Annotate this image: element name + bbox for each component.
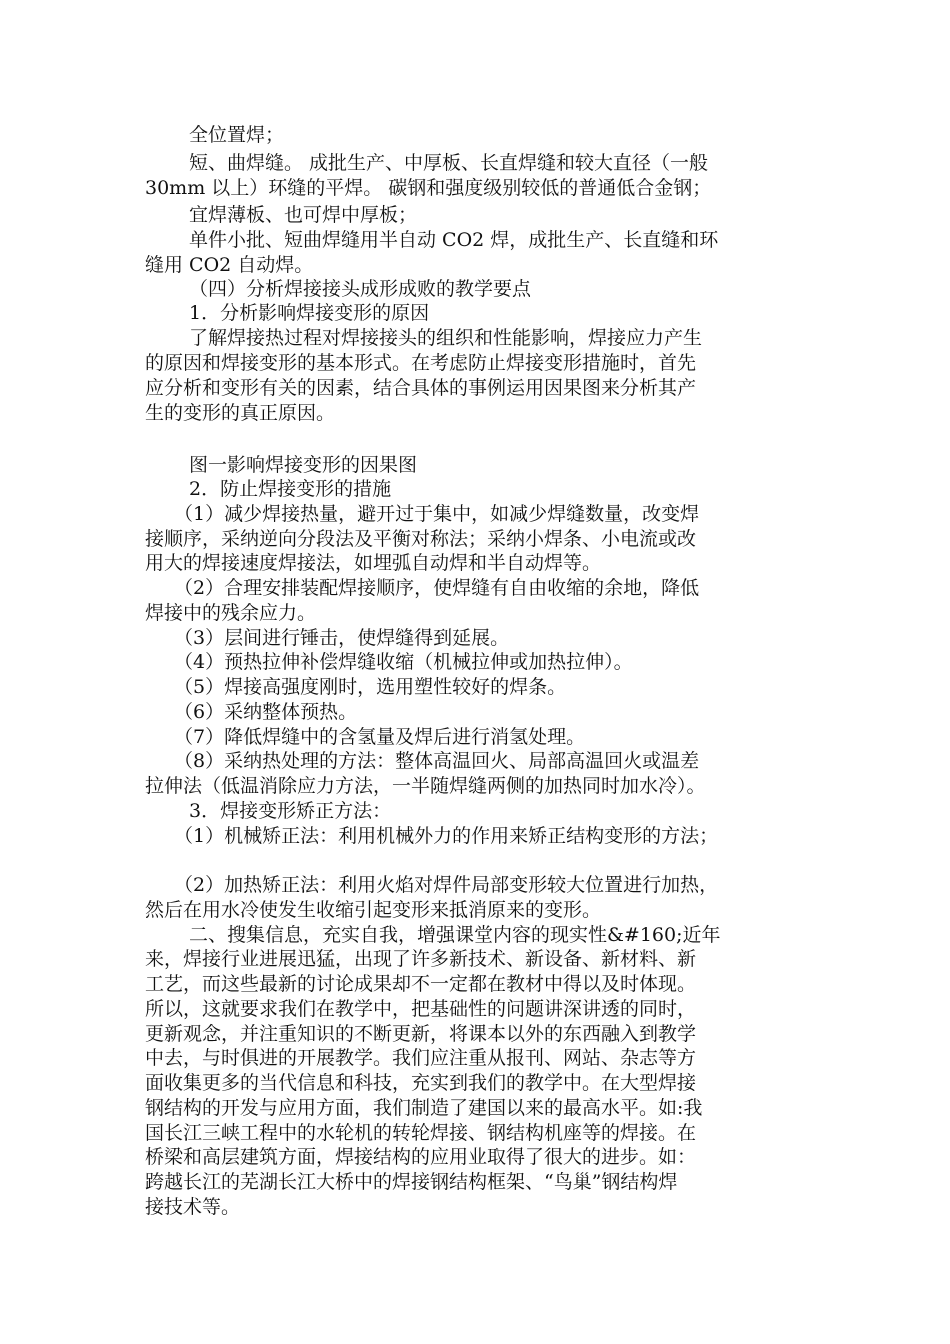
text-line: （1）机械矫正法：利用机械外力的作用来矫正结构变形的方法； <box>174 825 719 847</box>
text-line: 缝用 CO2 自动焊。 <box>145 254 314 276</box>
text-line: 接技术等。 <box>145 1196 241 1218</box>
text-line: 短、曲焊缝。 成批生产、中厚板、长直焊缝和较大直径（一般 <box>189 152 709 174</box>
text-line: 接顺序，采纳逆向分段法及平衡对称法；采纳小焊条、小电流或改 <box>145 528 697 550</box>
text-line: 生的变形的真正原因。 <box>145 402 336 424</box>
text-line: （6）采纳整体预热。 <box>174 701 358 723</box>
text-line: 应分析和变形有关的因素，结合具体的事例运用因果图来分析其产 <box>145 377 697 399</box>
text-line: 所以，这就要求我们在教学中，把基础性的问题讲深讲透的同时， <box>145 998 697 1020</box>
text-line: 面收集更多的当代信息和科技，充实到我们的教学中。在大型焊接 <box>145 1072 697 1094</box>
text-line: 跨越长江的芜湖长江大桥中的焊接钢结构框架、“鸟巢”钢结构焊 <box>145 1171 678 1193</box>
text-line: 单件小批、短曲焊缝用半自动 CO2 焊，成批生产、长直缝和环 <box>189 229 719 251</box>
text-line: （2）加热矫正法：利用火焰对焊件局部变形较大位置进行加热， <box>174 874 719 896</box>
text-line: （3）层间进行锤击，使焊缝得到延展。 <box>174 627 510 649</box>
text-line: 拉伸法（低温消除应力方法，一半随焊缝两侧的加热同时加水冷）。 <box>145 775 706 797</box>
text-line: 的原因和焊接变形的基本形式。在考虑防止焊接变形措施时，首先 <box>145 352 697 374</box>
text-line: 来，焊接行业进展迅猛，出现了许多新技术、新设备、新材料、新 <box>145 948 697 970</box>
subsection-heading: 2．防止焊接变形的措施 <box>189 478 392 500</box>
text-line: （4）预热拉伸补偿焊缝收缩（机械拉伸或加热拉伸）。 <box>174 651 633 673</box>
text-line: 工艺，而这些最新的讨论成果却不一定都在教材中得以及时体现。 <box>145 973 697 995</box>
text-line: 了解焊接热过程对焊接接头的组织和性能影响，焊接应力产生 <box>189 327 703 349</box>
section-heading: （四）分析焊接接头成形成败的教学要点 <box>189 278 532 300</box>
text-line: 桥梁和高层建筑方面，焊接结构的应用业取得了很大的进步。如： <box>145 1146 697 1168</box>
subsection-heading: 1．分析影响焊接变形的原因 <box>189 302 430 324</box>
text-line: 更新观念，并注重知识的不断更新，将课本以外的东西融入到教学 <box>145 1023 697 1045</box>
text-line: 中去，与时俱进的开展教学。我们应注重从报刊、网站、杂志等方 <box>145 1047 697 1069</box>
text-line: （1）减少焊接热量，避开过于集中，如减少焊缝数量，改变焊 <box>174 503 700 525</box>
text-line: （8）采纳热处理的方法：整体高温回火、局部高温回火或温差 <box>174 750 700 772</box>
subsection-heading: 3．焊接变形矫正方法： <box>189 800 392 822</box>
figure-caption: 图一影响焊接变形的因果图 <box>189 454 418 476</box>
text-line: 然后在用水冷使发生收缩引起变形来抵消原来的变形。 <box>145 899 602 921</box>
text-line: 30mm 以上）环缝的平焊。 碳钢和强度级别较低的普通低合金钢； <box>145 177 712 199</box>
text-line: （2）合理安排装配焊接顺序，使焊缝有自由收缩的余地，降低 <box>174 577 700 599</box>
text-line: 全位置焊； <box>189 124 285 146</box>
text-line: 宜焊薄板、也可焊中厚板； <box>189 204 418 226</box>
text-line: 用大的焊接速度焊接法，如埋弧自动焊和半自动焊等。 <box>145 552 602 574</box>
section-heading: 二、搜集信息，充实自我，增强课堂内容的现实性&#160;近年 <box>189 924 721 946</box>
text-line: （7）降低焊缝中的含氢量及焊后进行消氢处理。 <box>174 726 586 748</box>
text-line: （5）焊接高强度刚时，选用塑性较好的焊条。 <box>174 676 567 698</box>
text-line: 国长江三峡工程中的水轮机的转轮焊接、钢结构机座等的焊接。在 <box>145 1122 697 1144</box>
text-line: 钢结构的开发与应用方面，我们制造了建国以来的最高水平。如:我 <box>145 1097 703 1119</box>
text-line: 焊接中的残余应力。 <box>145 602 317 624</box>
